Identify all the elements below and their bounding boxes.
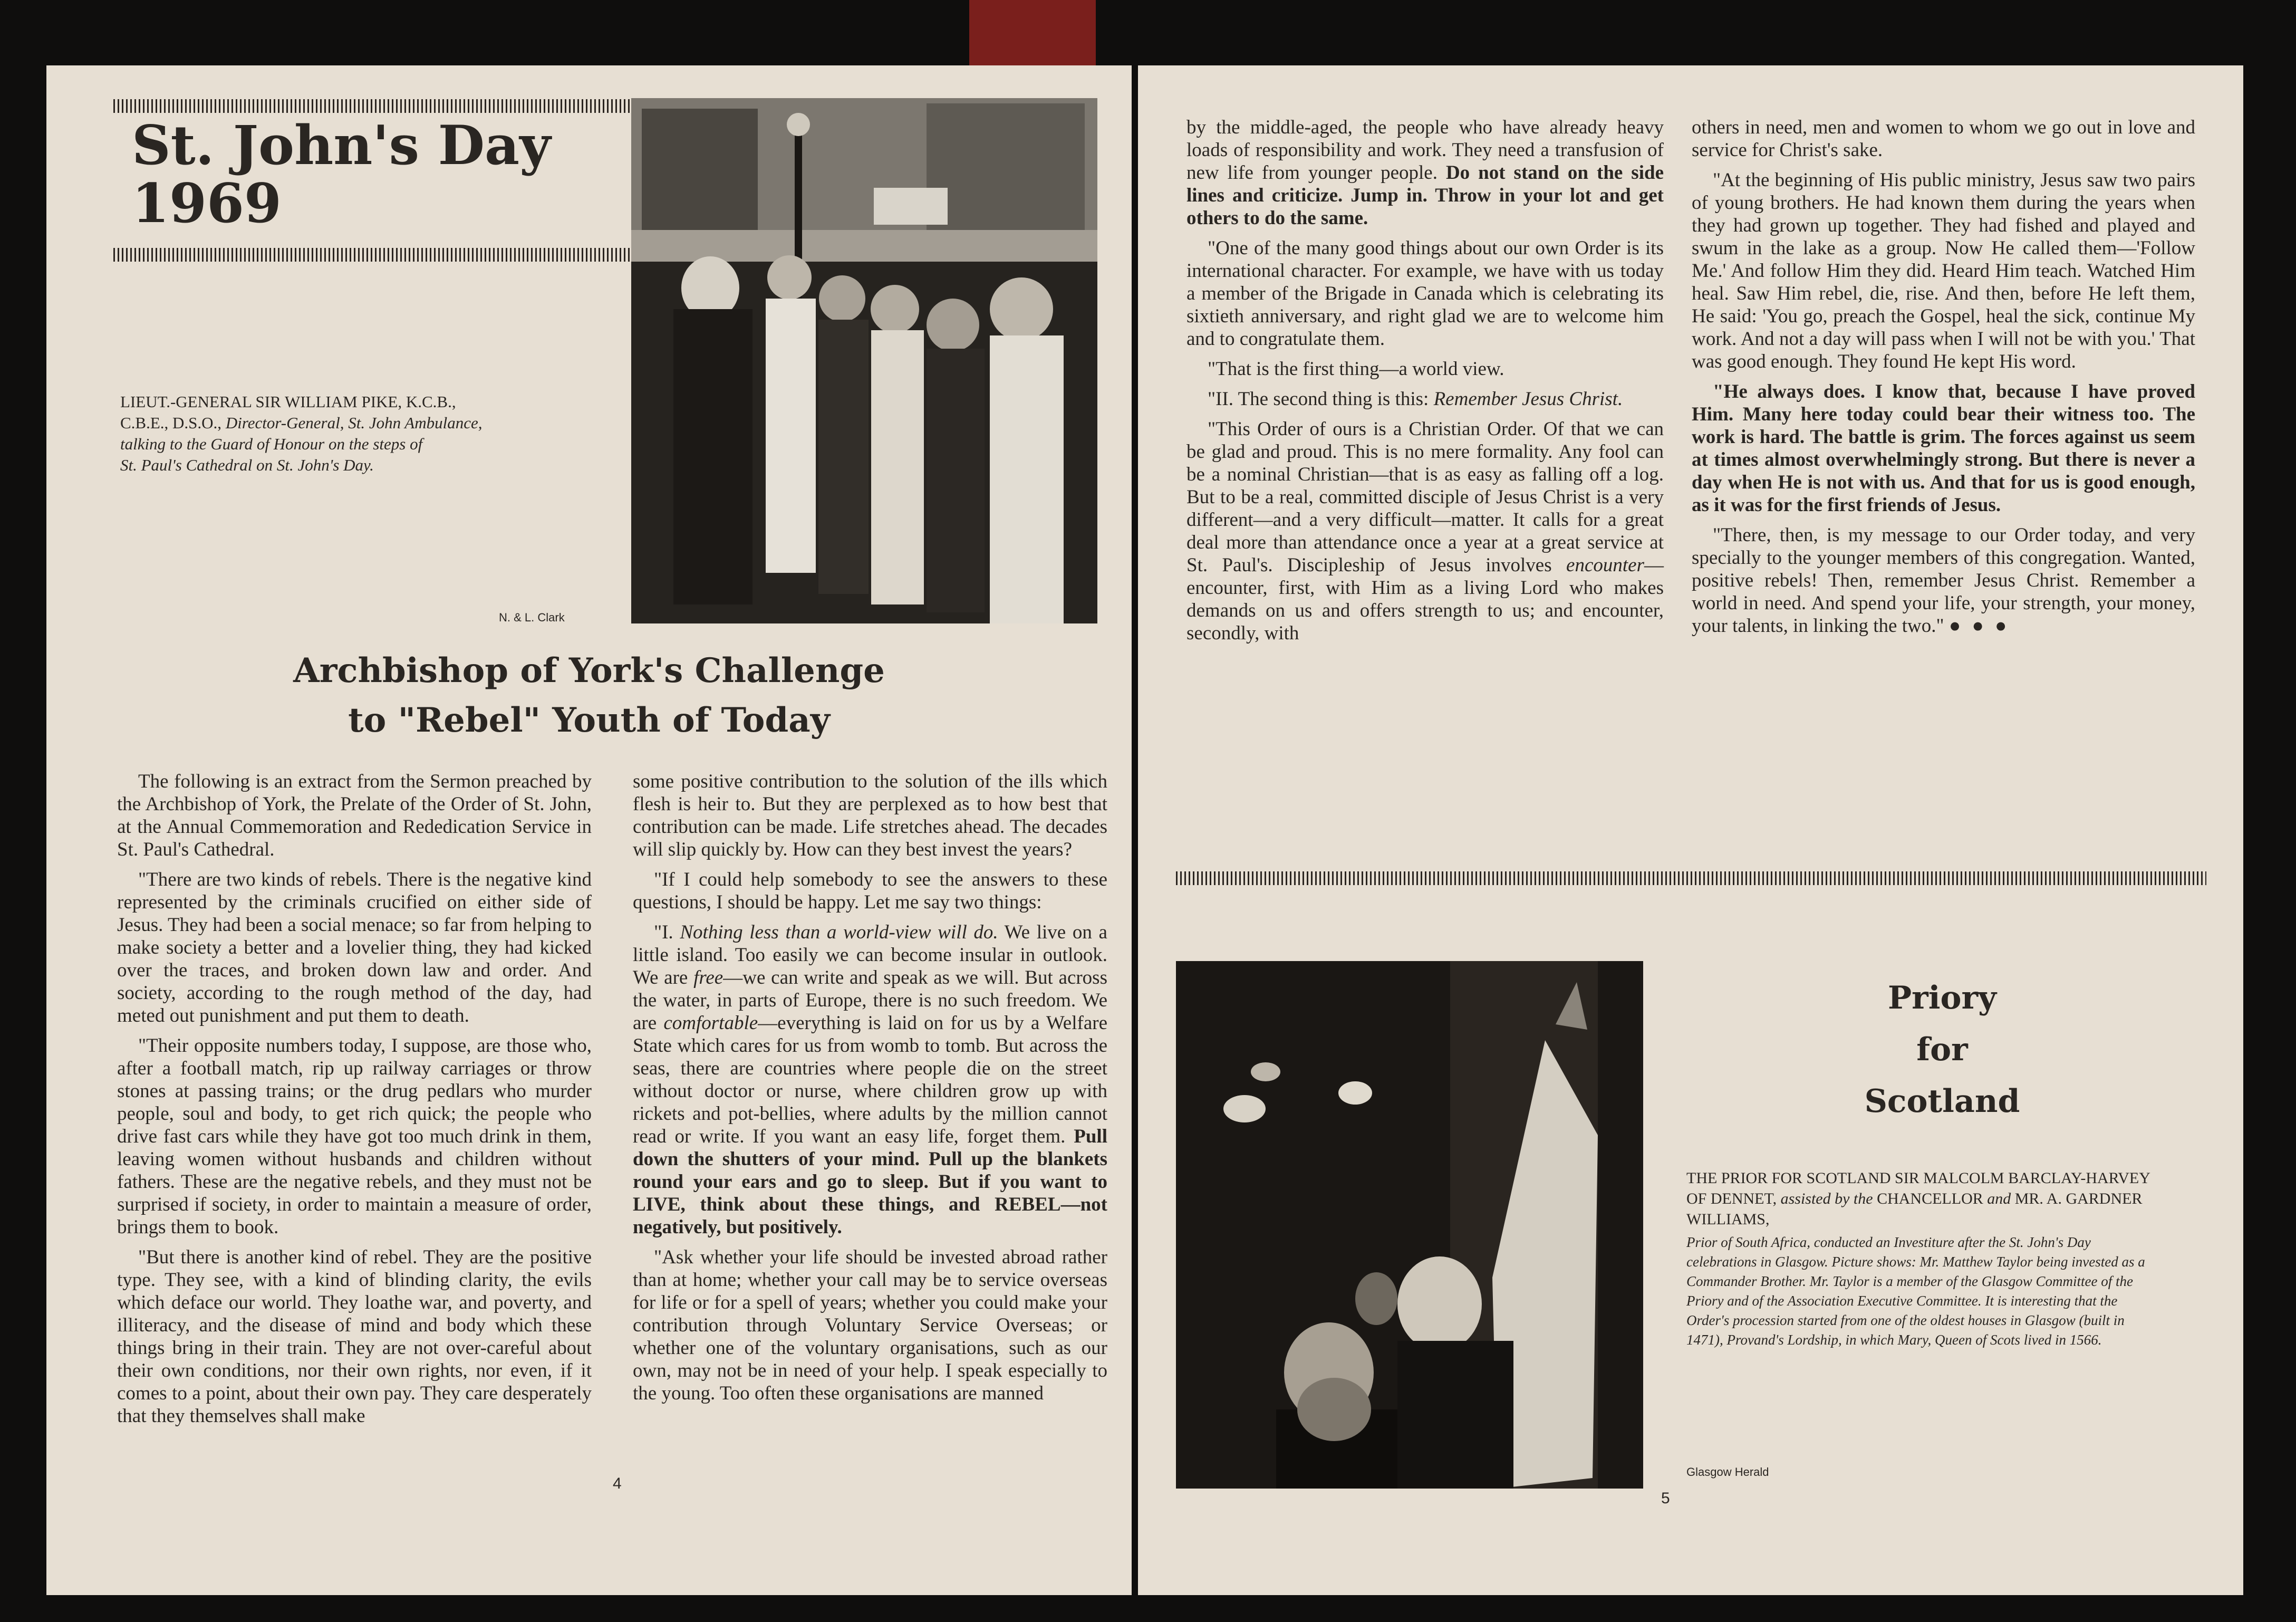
- col2-para3-a: We live on a little island. Too easily we can become insular in outlook. We are: [633, 922, 1107, 988]
- heading-top-rule: [113, 99, 645, 113]
- col1-para2: "There are two kinds of rebels. There is the negative kind represented by the criminals crucified on either side of Jesus. They had been a social menace; so far from helping to make society a better and a lovelier thing, they had kicked over the traces, and broken down law and order. And society, according to the rough method of the day, had meted out punishment and put them to death.: [117, 869, 592, 1026]
- rcol1-para4-italic: Remember Jesus Christ.: [1433, 388, 1623, 410]
- article-title-line2: to "Rebel" Youth of Today: [348, 700, 830, 740]
- priory-caption-d: and: [1987, 1190, 2011, 1207]
- heading-st-johns-day: St. John's Day: [132, 114, 551, 177]
- priory-caption-a: THE PRIOR FOR SCOTLAND SIR MALCOLM BARCLAY-HARVEY OF DENNET,: [1686, 1169, 2150, 1207]
- caption-line4: St. Paul's Cathedral on St. John's Day.: [120, 456, 374, 474]
- col2-para3-c: —everything is laid on for us by a Welfare State which cares for us from womb to tomb. But across the seas, there are countries where people die on the street without doctor or nurse, where children grow up with rickets and pot-bellies, where adults by the million cannot read or write. If you want an easy life, forget them.: [633, 1012, 1107, 1147]
- rcol2-para3-bold: "He always does. I know that, because I have proved Him. Many here today could bear their witness too. The work is hard. The battle is grim. The forces against us seem at times almost overwhelmingly strong. But there is never a day when He is not with us. And that for us is good enough, as it was for the first friends of Jesus.: [1692, 381, 2195, 516]
- priory-caption-c: CHANCELLOR: [1873, 1190, 1988, 1207]
- investiture-photo: [1176, 961, 1643, 1489]
- rcol1-para4-a: "II. The second thing is this:: [1208, 388, 1434, 410]
- col2-para1: some positive contribution to the solution of the ills which flesh is heir to. But they are perplexed as to how best that contribution can be made. Life stretches ahead. The decades will slip quickly by. How can they best invest the years?: [633, 771, 1107, 860]
- rcol1-para5-italic: encounter: [1566, 554, 1644, 576]
- priory-title-line2: for: [1916, 1031, 1968, 1068]
- priory-caption-e: MR. A. GARDNER WILLIAMS,: [1686, 1190, 2143, 1228]
- col2-para3-comfortable: comfortable: [663, 1012, 758, 1034]
- col1-para3: "Their opposite numbers today, I suppose, are those who, after a football match, rip up railway carriages or throw stones at passing trains; or the drug pedlars who murder people, soul and body, to get rich quick; the people who drive fast cars while they have got too much drink in them, leaving women without husbands and children without fathers. These are the negative rebels, and they must not be surprised if society, in order to maintain a measure of order, brings them to book.: [117, 1035, 592, 1238]
- guard-of-honour-image: [631, 98, 1097, 623]
- rcol2-para2: "At the beginning of His public ministry, Jesus saw two pairs of young brothers. He had known them during the years when they had grown up together. They had fished and played and swum in the lake as a group. Now He called them—'Follow Me.' And follow Him they did. Heard Him teach. Watched Him heal. Saw Him rebel, die, rise. And then, before He left them, He said: 'You go, preach the Gospel, heal the sick, continue My work. And not a day will pass when I will not be with you.' That was good enough. They found He kept His word.: [1692, 169, 2195, 372]
- section-divider-rule: [1176, 871, 2206, 885]
- rcol1-para2: "One of the many good things about our own Order is its international character. For example, we have with us today a member of the Brigade in Canada which is celebrating its sixtieth anniversary, and right glad we are to welcome him and to congratulate them.: [1186, 237, 1664, 350]
- priory-caption-italic: Prior of South Africa, conducted an Investiture after the St. John's Day celebrations in Glasgow. Picture shows: Mr. Matthew Taylor being invested as a Commander Brother. Mr. Taylor is a member of the Glasgow Committee of the Priory and of the Association Executive Committee. It is interesting that the Order's procession started from one of the oldest houses in Glasgow (built in 1471), Provand's Lordship, in which Mary, Queen of Scots lived in 1566.: [1686, 1234, 2145, 1348]
- rcol1-para4: [1186, 388, 1664, 410]
- priory-caption: [1686, 1168, 2153, 1350]
- rcol1-para1-a: by the middle-aged, the people who have already heavy loads of responsibility and work. They need a transfusion of new life from younger people.: [1186, 117, 1664, 184]
- priory-photo-credit: Glasgow Herald: [1686, 1465, 1769, 1479]
- col2-para3-italic: Nothing less than a world-view will do.: [680, 922, 998, 943]
- rcol1-para5: [1186, 418, 1664, 645]
- col2-para3-lead: "I.: [654, 922, 680, 943]
- rcol2-para4: [1692, 524, 2195, 637]
- left-column-2: [633, 770, 1107, 1412]
- end-mark-bullets: ● ● ●: [1948, 615, 2010, 637]
- right-column-1: [1186, 116, 1664, 652]
- investiture-image: [1176, 961, 1643, 1489]
- priory-caption-b: assisted by the: [1780, 1190, 1873, 1207]
- caption-honours: C.B.E., D.S.O.,: [120, 414, 226, 432]
- caption-name: LIEUT.-GENERAL SIR WILLIAM PIKE, K.C.B.,: [120, 392, 456, 411]
- heading-year: 1969: [132, 172, 282, 235]
- col2-para3-free: free: [693, 967, 723, 988]
- page-number-left: 4: [613, 1475, 622, 1492]
- article-title-line1: Archbishop of York's Challenge: [293, 651, 885, 690]
- col2-para4: "Ask whether your life should be invested abroad rather than at home; whether your call may be to service overseas for life or for a spell of years; whether you could make your contribution through Voluntary Service Overseas; or whether one of the voluntary organisations, such as our own, may not be in need of your help. I speak especially to the young. Too often these organisations are manned: [633, 1246, 1107, 1404]
- caption-line2: [120, 412, 626, 434]
- guard-of-honour-photo: [631, 98, 1097, 623]
- pike-photo-caption: [120, 391, 626, 476]
- col2-para3-b: —we can write and speak as we will. But across the water, in parts of Europe, there is no such freedom. We are: [633, 967, 1107, 1034]
- rcol1-para1: [1186, 116, 1664, 229]
- rcol1-para5-b: —encounter, first, with Him as a living Lord who makes demands on us and offers strength to us; and encounter, secondly, with: [1186, 554, 1664, 644]
- right-page: [1138, 65, 2243, 1595]
- rcol2-para3: [1692, 380, 2195, 516]
- col2-para3: [633, 921, 1107, 1239]
- priory-title-line3: Scotland: [1864, 1083, 2020, 1120]
- rcol2-para1: others in need, men and women to whom we go out in love and service for Christ's sake.: [1692, 117, 2195, 161]
- rcol2-para4-text: "There, then, is my message to our Order today, and very specially to the younger members of this congregation. Wanted, positive rebels! Then, remember Jesus Christ. Remember a world in need. And spend your life, your strength, your money, your talents, in linking the two.": [1692, 524, 2195, 637]
- rcol1-para3: "That is the first thing—a world view.: [1208, 358, 1504, 380]
- left-page: [46, 65, 1132, 1595]
- caption-role: Director-General, St. John Ambulance,: [225, 414, 483, 432]
- priory-title-line1: Priory: [1887, 980, 1996, 1016]
- rcol1-para5-a: "This Order of ours is a Christian Order. Of that we can be glad and proud. This is no mere formality. Any fool can be a nominal Christian—that is as easy as falling off a log. But to be a real, committed disciple of Jesus Christ is a very different—and a very difficult—matter. It calls for a great deal more than attendance once a year at a great service at St. Paul's. Discipleship of Jesus involves: [1186, 418, 1664, 576]
- col1-intro: The following is an extract from the Sermon preached by the Archbishop of York, the Prelate of the Order of St. John, at the Annual Commemoration and Rededication Service in St. Paul's Cathedral.: [117, 771, 592, 860]
- col1-para4: "But there is another kind of rebel. They are the positive type. They see, with a kind of blinding clarity, the evils which deface our world. They loathe war, and poverty, and illiteracy, and the disease of mind and body which these things bring in their train. They are not over-careful about their own conditions, nor their own rights, nor even, if it comes to a point, about their own pay. They care desperately that they themselves shall make: [117, 1246, 592, 1427]
- col2-para3-bold: Pull down the shutters of your mind. Pull up the blankets round your ears and go to sleep. But if you want to LIVE, think about these things, and REBEL—not negatively, but positively.: [633, 1126, 1107, 1238]
- heading-bottom-rule: [113, 248, 645, 262]
- caption-line3: talking to the Guard of Honour on the steps of: [120, 435, 423, 453]
- left-column-1: [117, 770, 592, 1435]
- page-number-right: 5: [1661, 1490, 1670, 1507]
- right-column-2: [1692, 116, 2195, 645]
- photo-credit: N. & L. Clark: [499, 611, 565, 624]
- spine-red-binding: [969, 0, 1096, 69]
- rcol1-para1-bold: Do not stand on the side lines and criticize. Jump in. Throw in your lot and get others to do the same.: [1186, 162, 1664, 229]
- col2-para2: "If I could help somebody to see the answers to these questions, I should be happy. Let me say two things:: [633, 869, 1107, 913]
